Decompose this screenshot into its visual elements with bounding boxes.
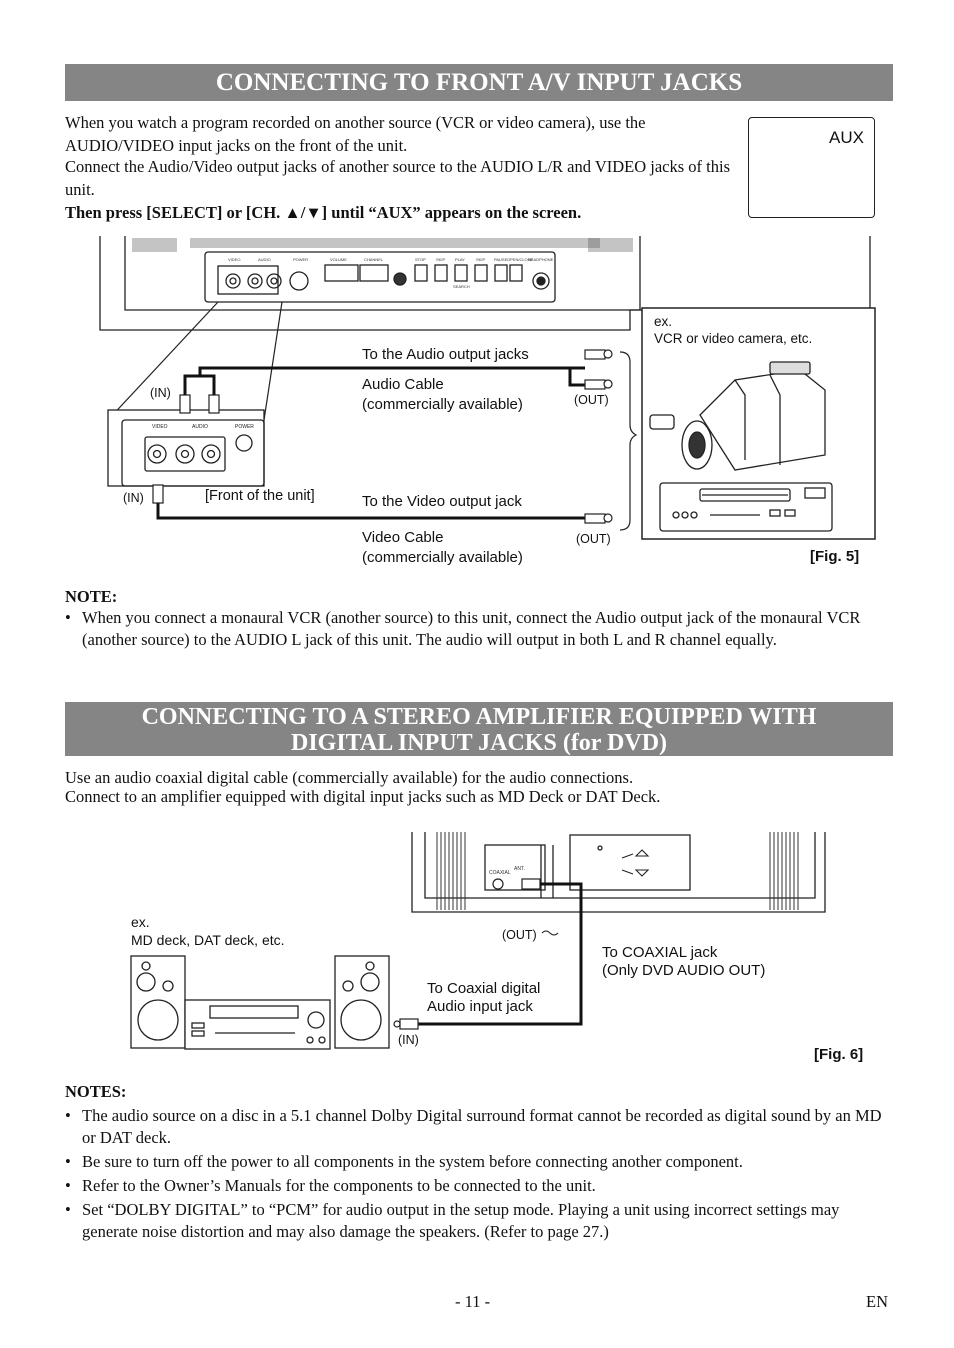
rear-label-ant: ANT. [514, 866, 525, 872]
section2-intro-2: Connect to an amplifier equipped with digital input jacks such as MD Deck or DAT Deck. [65, 787, 661, 806]
language-tag: EN [866, 1292, 888, 1311]
label-video-output: To the Video output jack [362, 493, 522, 510]
panel-label: VIDEO [228, 257, 241, 262]
label-front-of-unit: [Front of the unit] [205, 488, 315, 504]
coaxial-jack [493, 879, 540, 889]
label-in-audio: (IN) [150, 386, 171, 400]
label-vcr-camera: VCR or video camera, etc. [654, 331, 813, 346]
fig5-caption: [Fig. 5] [810, 548, 860, 565]
tv-rear-panel [412, 832, 825, 912]
fig6-label-dvd-audio-out: (Only DVD AUDIO OUT) [602, 962, 766, 979]
section2-intro-1: Use an audio coaxial digital cable (commercially available) for the audio connections. [65, 768, 634, 787]
section-title-line-1: CONNECTING TO A STEREO AMPLIFIER EQUIPPED WITH [141, 704, 817, 730]
label-out-video: (OUT) [576, 532, 611, 546]
fig6-label-to-coaxial: To COAXIAL jack [602, 944, 718, 961]
rear-label-coaxial: COAXIAL [489, 870, 511, 876]
intro-paragraph-1: When you watch a program recorded on another source (VCR or video camera), use the AUDIO/VIDEO input jacks on the front of the unit. [65, 113, 646, 155]
zoom-label-power: POWER [235, 424, 254, 430]
panel-label: SKIP [436, 257, 446, 262]
label-audio-cable-note: (commercially available) [362, 396, 523, 413]
section-title-front-av: CONNECTING TO FRONT A/V INPUT JACKS [65, 64, 893, 101]
digital-in-plug [394, 1019, 418, 1029]
panel-label: SKIP [476, 257, 486, 262]
panel-label: POWER [293, 257, 309, 262]
notes-item: • Be sure to turn off the power to all components in the system before connecting another component. [65, 1151, 885, 1173]
zoom-label-audio: AUDIO [192, 424, 208, 430]
fig6-label-coaxial-digital: To Coaxial digital [427, 980, 541, 997]
section-title-line-2: DIGITAL INPUT JACKS (for DVD) [290, 730, 668, 756]
panel-label: HEADPHONE [528, 257, 554, 262]
page-number: - 11 - [455, 1292, 491, 1311]
panel-label: STOP [415, 257, 426, 262]
panel-label: PAUSE [494, 257, 508, 262]
search-label: SEARCH [453, 284, 470, 289]
notes-heading: NOTES: [65, 1082, 127, 1101]
fig6-label-audio-input: Audio input jack [427, 998, 533, 1015]
notes-list [65, 1105, 885, 1245]
notes-item: • Refer to the Owner’s Manuals for the components to be connected to the unit. [65, 1175, 885, 1197]
panel-label: OPEN/CLOSE [507, 257, 534, 262]
fig6-label-out: (OUT) [502, 928, 537, 942]
label-video-cable: Video Cable [362, 529, 444, 546]
audio-system-illustration [131, 956, 389, 1049]
notes-item: • The audio source on a disc in a 5.1 channel Dolby Digital surround format cannot be recorded as digital sound by an MD or DAT deck. [65, 1105, 885, 1149]
instruction-text: Then press [SELECT] or [CH. ▲/▼] until “AUX” appears on the screen. [65, 203, 582, 222]
label-audio-cable: Audio Cable [362, 376, 444, 393]
label-ex: ex. [654, 314, 673, 329]
notes-item: • Set “DOLBY DIGITAL” to “PCM” for audio output in the setup mode. Playing a unit using incorrect settings may generate noise distortion and may also damage the speakers. (Refer to page 27.) [65, 1199, 885, 1243]
fig6-label-in: (IN) [398, 1033, 419, 1047]
fig6-label-md-dat: MD deck, DAT deck, etc. [131, 932, 285, 948]
rear-arrows [622, 850, 648, 876]
panel-label: AUDIO [258, 257, 271, 262]
screen-aux-label: AUX [829, 128, 864, 147]
fig6-caption: [Fig. 6] [814, 1046, 864, 1063]
intro-paragraph-2: Connect the Audio/Video output jacks of another source to the AUDIO L/R and VIDEO jacks of this unit. [65, 157, 730, 199]
cable-break [542, 931, 558, 935]
panel-label: VOLUME [330, 257, 347, 262]
note-heading: NOTE: [65, 587, 118, 606]
label-audio-output: To the Audio output jacks [362, 346, 529, 363]
zoom-label-video: VIDEO [152, 424, 168, 430]
label-in-video: (IN) [123, 491, 144, 505]
panel-label: CHANNEL [364, 257, 384, 262]
note-item: • When you connect a monaural VCR (another source) to this unit, connect the Audio output jack of the monaural VCR (another source) to the AUDIO L jack of this unit. The audio will output in both L and R channel equally. [65, 607, 885, 651]
panel-label: PLAY [455, 257, 465, 262]
label-out-audio: (OUT) [574, 393, 609, 407]
label-video-cable-note: (commercially available) [362, 549, 523, 566]
fig6-label-ex: ex. [131, 914, 150, 930]
